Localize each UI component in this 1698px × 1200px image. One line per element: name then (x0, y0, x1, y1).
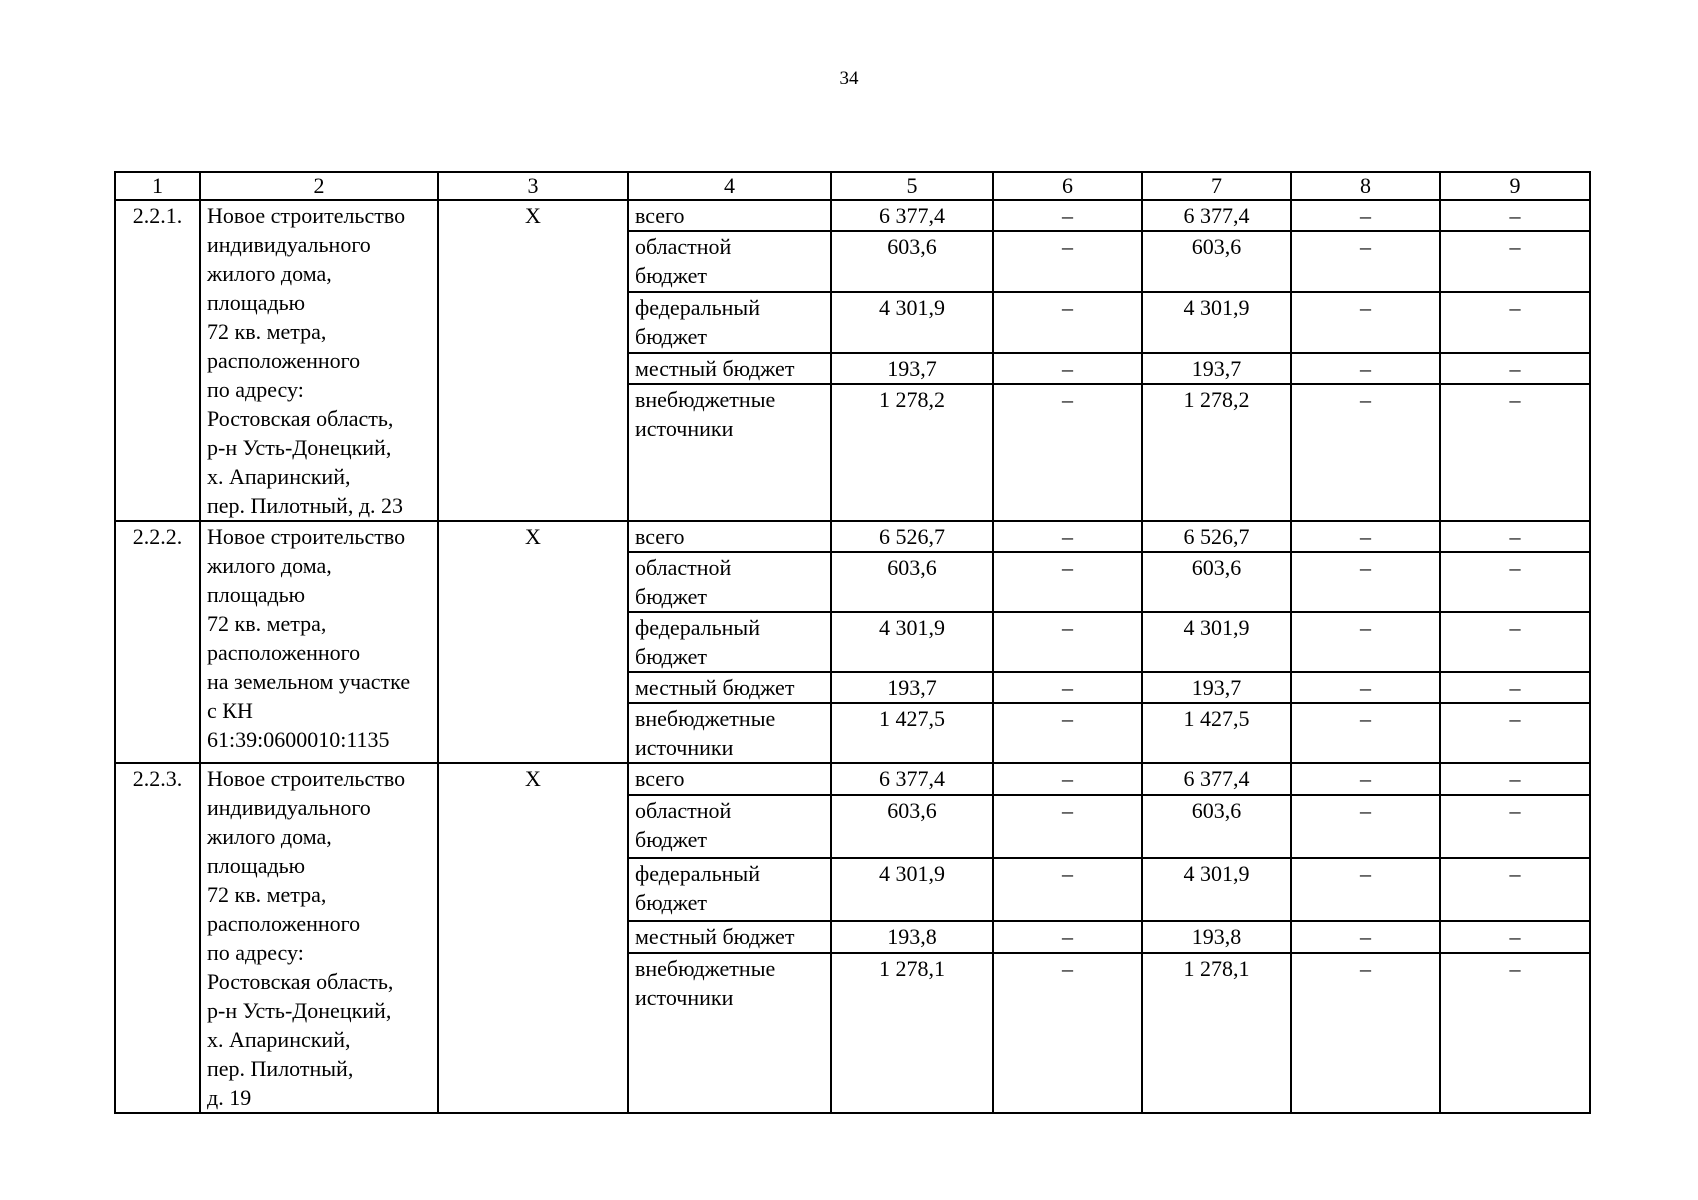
value-cell-5: 603,6 (831, 231, 993, 292)
funding-source-line: внебюджетные (635, 387, 776, 413)
header-cell-2: 2 (200, 172, 438, 200)
value-cell-9: – (1440, 921, 1590, 953)
entry-name-line: Новое строительство (207, 766, 406, 791)
header-row (115, 172, 1590, 200)
header-cell-6: 6 (993, 172, 1142, 200)
entry-name-line: 72 кв. метра, (207, 319, 327, 344)
value-cell-5: 6 377,4 (831, 200, 993, 231)
value-cell-6: – (993, 921, 1142, 953)
entry-number: 2.2.1. (115, 200, 200, 521)
value-cell-6: – (993, 200, 1142, 231)
value-cell-8: – (1291, 292, 1440, 353)
entry-name-line: р-н Усть-Донецкий, (207, 435, 392, 460)
value-cell-9: – (1440, 858, 1590, 921)
funding-source (628, 292, 831, 353)
entry-name (200, 521, 438, 763)
table-body (115, 172, 1590, 1113)
value-cell-6: – (993, 612, 1142, 672)
value-cell-6: – (993, 353, 1142, 384)
value-cell-5: 193,7 (831, 672, 993, 703)
entry-name-line: Ростовская область, (207, 406, 394, 431)
funding-source (628, 231, 831, 292)
value-cell-9: – (1440, 353, 1590, 384)
entry-name-line: жилого дома, (207, 824, 332, 849)
value-cell-7: 6 377,4 (1142, 763, 1291, 795)
value-cell-7: 4 301,9 (1142, 612, 1291, 672)
header-cell-9: 9 (1440, 172, 1590, 200)
value-cell-8: – (1291, 353, 1440, 384)
header-cell-4: 4 (628, 172, 831, 200)
entry-name (200, 200, 438, 521)
entry-name-line: пер. Пилотный, (207, 1056, 354, 1081)
header-cell-3: 3 (438, 172, 628, 200)
value-cell-6: – (993, 672, 1142, 703)
budget-table (114, 171, 1591, 1114)
value-cell-9: – (1440, 200, 1590, 231)
value-cell-5: 193,8 (831, 921, 993, 953)
value-cell-6: – (993, 795, 1142, 858)
entry-number: 2.2.3. (115, 763, 200, 1113)
table-row (115, 763, 1590, 795)
value-cell-6: – (993, 521, 1142, 552)
value-cell-6: – (993, 703, 1142, 763)
header-cell-5: 5 (831, 172, 993, 200)
funding-source (628, 552, 831, 612)
funding-source-line: внебюджетные (635, 706, 776, 731)
value-cell-6: – (993, 384, 1142, 521)
value-cell-7: 4 301,9 (1142, 858, 1291, 921)
entry-name-line: жилого дома, (207, 553, 332, 578)
entry-col3-mark: Х (438, 763, 628, 1113)
value-cell-6: – (993, 231, 1142, 292)
value-cell-8: – (1291, 795, 1440, 858)
value-cell-8: – (1291, 521, 1440, 552)
funding-source-line: всего (635, 203, 685, 228)
value-cell-5: 4 301,9 (831, 612, 993, 672)
funding-source-line: бюджет (635, 584, 707, 609)
value-cell-5: 4 301,9 (831, 292, 993, 353)
entry-name-line: расположенного (207, 911, 361, 936)
entry-name-line: 72 кв. метра, (207, 882, 327, 907)
funding-source-line: областной (635, 555, 732, 580)
value-cell-8: – (1291, 953, 1440, 1113)
entry-name-line: площадью (207, 582, 306, 607)
value-cell-8: – (1291, 763, 1440, 795)
entry-number: 2.2.2. (115, 521, 200, 763)
value-cell-8: – (1291, 200, 1440, 231)
funding-source-line: источники (635, 416, 734, 442)
value-cell-7: 193,7 (1142, 353, 1291, 384)
funding-source-line: бюджет (635, 263, 707, 289)
entry-name-line: площадью (207, 290, 306, 315)
value-cell-9: – (1440, 384, 1590, 521)
value-cell-5: 4 301,9 (831, 858, 993, 921)
value-cell-7: 4 301,9 (1142, 292, 1291, 353)
value-cell-6: – (993, 858, 1142, 921)
value-cell-8: – (1291, 921, 1440, 953)
value-cell-9: – (1440, 292, 1590, 353)
header-cell-8: 8 (1291, 172, 1440, 200)
value-cell-9: – (1440, 612, 1590, 672)
funding-source (628, 612, 831, 672)
value-cell-6: – (993, 292, 1142, 353)
entry-name-line: 61:39:0600010:1135 (207, 727, 390, 752)
value-cell-8: – (1291, 384, 1440, 521)
value-cell-7: 1 427,5 (1142, 703, 1291, 763)
entry-name-line: расположенного (207, 348, 361, 373)
funding-source (628, 353, 831, 384)
funding-source (628, 763, 831, 795)
funding-source (628, 200, 831, 231)
value-cell-7: 193,7 (1142, 672, 1291, 703)
funding-source-line: областной (635, 798, 732, 824)
value-cell-5: 603,6 (831, 552, 993, 612)
table-row (115, 200, 1590, 231)
funding-source (628, 921, 831, 953)
funding-source (628, 384, 831, 521)
value-cell-5: 603,6 (831, 795, 993, 858)
value-cell-9: – (1440, 763, 1590, 795)
funding-source (628, 858, 831, 921)
entry-name-line: жилого дома, (207, 261, 332, 286)
entry-name-line: на земельном участке (207, 669, 411, 694)
funding-source (628, 953, 831, 1113)
funding-source-line: бюджет (635, 324, 707, 350)
value-cell-7: 193,8 (1142, 921, 1291, 953)
value-cell-7: 603,6 (1142, 231, 1291, 292)
funding-source (628, 703, 831, 763)
value-cell-5: 6 377,4 (831, 763, 993, 795)
funding-source-line: местный бюджет (635, 675, 795, 700)
value-cell-9: – (1440, 231, 1590, 292)
funding-source (628, 795, 831, 858)
funding-source-line: источники (635, 735, 734, 760)
value-cell-5: 193,7 (831, 353, 993, 384)
funding-source-line: федеральный (635, 295, 760, 321)
entry-name-line: индивидуального (207, 795, 371, 820)
value-cell-7: 1 278,1 (1142, 953, 1291, 1113)
value-cell-5: 1 278,1 (831, 953, 993, 1113)
value-cell-9: – (1440, 672, 1590, 703)
entry-col3-mark: Х (438, 521, 628, 763)
entry-name-line: х. Апаринский, (207, 464, 351, 489)
funding-source-line: внебюджетные (635, 956, 776, 982)
entry-name-line: х. Апаринский, (207, 1027, 351, 1052)
value-cell-6: – (993, 552, 1142, 612)
entry-name-line: по адресу: (207, 377, 304, 402)
table-row (115, 521, 1590, 552)
value-cell-5: 1 427,5 (831, 703, 993, 763)
value-cell-7: 6 377,4 (1142, 200, 1291, 231)
value-cell-8: – (1291, 703, 1440, 763)
funding-source-line: всего (635, 524, 685, 549)
value-cell-9: – (1440, 795, 1590, 858)
header-cell-1: 1 (115, 172, 200, 200)
funding-source-line: бюджет (635, 890, 707, 916)
value-cell-8: – (1291, 612, 1440, 672)
value-cell-7: 1 278,2 (1142, 384, 1291, 521)
value-cell-9: – (1440, 703, 1590, 763)
funding-source-line: местный бюджет (635, 355, 795, 381)
funding-source-line: всего (635, 766, 685, 791)
value-cell-7: 603,6 (1142, 795, 1291, 858)
value-cell-5: 6 526,7 (831, 521, 993, 552)
value-cell-8: – (1291, 858, 1440, 921)
value-cell-9: – (1440, 521, 1590, 552)
entry-name-line: индивидуального (207, 232, 371, 257)
funding-source-line: бюджет (635, 827, 707, 853)
entry-name-line: Новое строительство (207, 203, 406, 228)
funding-source-line: местный бюджет (635, 923, 795, 949)
funding-source (628, 521, 831, 552)
value-cell-8: – (1291, 231, 1440, 292)
entry-name-line: с КН (207, 698, 253, 723)
funding-source-line: областной (635, 234, 732, 260)
value-cell-7: 603,6 (1142, 552, 1291, 612)
page-number: 34 (839, 68, 859, 89)
entry-name-line: пер. Пилотный, д. 23 (207, 493, 404, 518)
value-cell-7: 6 526,7 (1142, 521, 1291, 552)
entry-name (200, 763, 438, 1113)
funding-source-line: источники (635, 985, 734, 1011)
entry-name-line: Ростовская область, (207, 969, 394, 994)
value-cell-8: – (1291, 672, 1440, 703)
funding-source (628, 672, 831, 703)
value-cell-9: – (1440, 953, 1590, 1113)
entry-name-line: расположенного (207, 640, 361, 665)
value-cell-8: – (1291, 552, 1440, 612)
entry-name-line: Новое строительство (207, 524, 406, 549)
value-cell-6: – (993, 953, 1142, 1113)
value-cell-6: – (993, 763, 1142, 795)
entry-name-line: по адресу: (207, 940, 304, 965)
header-cell-7: 7 (1142, 172, 1291, 200)
funding-source-line: федеральный (635, 861, 760, 887)
funding-source-line: федеральный (635, 615, 760, 640)
entry-col3-mark: Х (438, 200, 628, 521)
value-cell-5: 1 278,2 (831, 384, 993, 521)
entry-name-line: площадью (207, 853, 306, 878)
funding-source-line: бюджет (635, 644, 707, 669)
entry-name-line: 72 кв. метра, (207, 611, 327, 636)
entry-name-line: д. 19 (207, 1085, 252, 1110)
value-cell-9: – (1440, 552, 1590, 612)
entry-name-line: р-н Усть-Донецкий, (207, 998, 392, 1023)
